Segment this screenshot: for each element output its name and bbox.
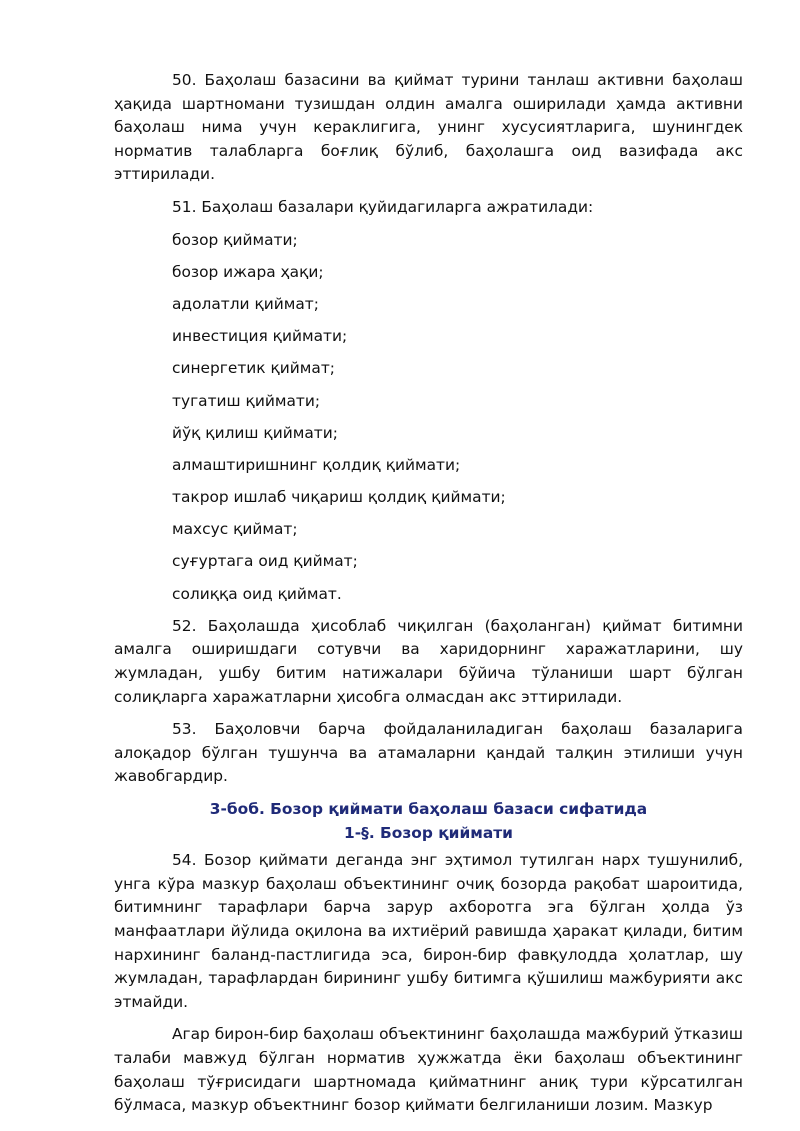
paragraph-50: 50. Баҳолаш базасини ва қиймат турини танлаш активни баҳолаш ҳақида шартномани тузишдан олдин амалга оширилади ҳамда активни баҳолаш нима учун кераклигига, унинг хусусиятларига, шунингдек норматив талабларга боғлиқ бўлиб, баҳолашга оид вазифада акс эттирилади. — [114, 71, 743, 184]
paragraph-51: 51. Баҳолаш базалари қуйидагиларга ажратилади: — [172, 197, 594, 216]
list-item: бозор қиймати; — [172, 230, 298, 249]
paragraph-55: Агар бирон-бир баҳолаш объектининг баҳолашда мажбурий ўтказиш талаби мавжуд бўлган норматив ҳужжатда ёки баҳолаш объектининг баҳолаш тўғрисидаги шартномада қийматнинг аниқ тури кўрсатилган бўлмаса, мазкур объектнинг бозор қиймати белгиланиши лозим. Мазкур — [114, 1025, 743, 1115]
paragraph-52: 52. Баҳолашда ҳисоблаб чиқилган (баҳоланган) қиймат битимни амалга оширишдаги сотувчи ва харидорнинг харажатларини, шу жумладан, ушбу битим натижалари бўйича тўланиши шарт бўлган солиқларга харажатларни ҳисобга олмасдан акс эттирилади. — [114, 616, 743, 706]
list-item: йўқ қилиш қиймати; — [172, 423, 338, 442]
section-heading: 1-§. Бозор қиймати — [344, 823, 513, 842]
chapter-heading: 3-боб. Бозор қиймати баҳолаш базаси сифатида — [209, 799, 648, 818]
paragraph-54: 54. Бозор қиймати деганда энг эҳтимол тутилган нарх тушунилиб, унга кўра мазкур баҳолаш объектининг очиқ бозорда рақобат шароитида, битимнинг тарафлари барча зарур ахборотга эга бўлган ҳолда ўз манфаатлари йўлида оқилона ва ихтиёрий равишда ҳаракат қилади, битим нархининг баланд-пастлигида эса, бирон-бир фавқулодда ҳолатлар, шу жумладан, тарафлардан бирининг ушбу битимга қўшилиш мажбурияти акс этмайди. — [114, 851, 743, 1011]
list-item: тугатиш қиймати; — [172, 391, 321, 410]
list-item: алмаштиришнинг қолдиқ қиймати; — [172, 455, 461, 474]
list-item: инвестиция қиймати; — [172, 327, 348, 346]
list-item: солиққа оид қиймат. — [172, 584, 342, 603]
list-item: бозор ижара ҳақи; — [172, 262, 324, 281]
list-item: суғуртага оид қиймат; — [172, 552, 358, 571]
list-item: такрор ишлаб чиқариш қолдиқ қиймати; — [172, 488, 506, 507]
valuation-bases-list — [114, 229, 743, 607]
paragraph-53: 53. Баҳоловчи барча фойдаланиладиган баҳолаш базаларига алоқадор бўлган тушунча ва атамаларни қандай талқин этилиши учун жавобгардир. — [114, 720, 743, 786]
list-item: синергетик қиймат; — [172, 359, 335, 378]
list-item: адолатли қиймат; — [172, 294, 319, 313]
list-item: махсус қиймат; — [172, 520, 298, 539]
